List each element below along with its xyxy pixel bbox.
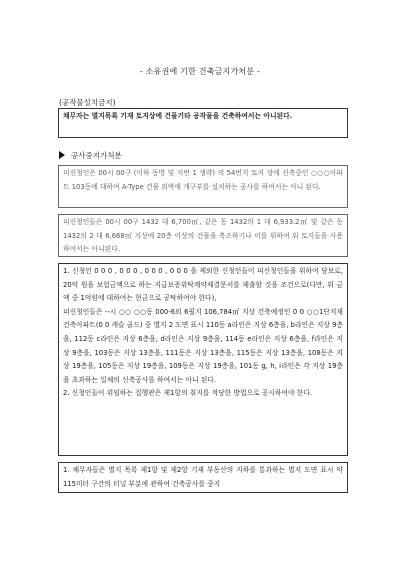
order-box-structure-ban — [58, 108, 348, 138]
section-heading-structure-ban: (공작물설치금지) — [59, 98, 116, 107]
order-text: 피신청인은 00시 00구 (이하 동명 및 지번 1 생략) 의 54번지 토지 상에 신축중인 ○○○아파트 103동에 대하여 A-Type 건물 외벽에 개구부를 설치하는 공사를 하여서는 아니 된다. — [63, 169, 343, 191]
order-box-building-ban — [58, 214, 348, 257]
order-text: 1. 채무자들은 별지 목록 제1항 및 제2항 기재 부동산의 지하를 통과하는 별지 도면 표시 약 115미터 구간의 터널 부분에 관하여 건축공사를 중지 — [63, 466, 343, 488]
order-box-apartment-ban — [58, 263, 348, 456]
order-box-opening-ban — [58, 165, 348, 208]
document-title: - 소유권에 기한 건축금지가처분 - — [139, 67, 261, 76]
order-paragraph-2: 피신청인들은 --시 ○○ ○○동 000-6외 6필지 106,784㎡ 지상 건축예정인 0 0 ○○1단지재건축아파트(0 0 캐슬 골드) 중 별지 2 도면 표시 110동 a라인은 지상 6층을, b라인은 지상 9층을, 112동 c라인은 지상 6층을, d라인은 지상 9층을, 114동 e라인은 지상 6층을, f라인은 지상 9층을, 103동은 지상 13층을, 111동은 지상 13층을, 115동은 지상 13층을, 108동은 지상 19층을, 105동은 지상 19층을, 109동은 지상 19층을, 101동 g, h, i라인은 각 지상 19층을 초과하는 일체의 신축공사를 하여서는 아니 된다. — [63, 307, 343, 384]
order-text: 채무자는 별지목록 기재 토지상에 건물기타 공작물을 건축하여서는 아니된다. — [63, 112, 293, 120]
section-heading-text: 공사중지가처분 — [71, 151, 122, 160]
triangle-bullet-icon — [59, 151, 65, 159]
order-text: 피신청인들은 00시 00구 1432 대 6,700㎡, 같은 동 1432의 1 대 6,933.2㎡ 및 같은 동 1432의 2 대 6,668㎡ 지상에 20층 이상의 건물을 축조하기나 이를 위하여 위 토지들을 사용하여서는 아니된다. — [63, 218, 343, 254]
order-box-tunnel-stop — [58, 462, 348, 493]
order-paragraph-1: 1. 신청인 0 0 0 , 0 0 0 , 0 0 0 , 0 0 0 을 제외한 신청인들이 피신청인들을 위하여 담보로, 20억 원을 보험금액으로 하는 지급보증위탁계약체결문서를 제출할 것을 조건으로(다만, 위 금액 중 1억원에 대하여는 현금으로 공탁하여야 한다), — [63, 267, 343, 303]
order-paragraph-3: 2. 신청인들이 위임하는 집행관은 제1항의 취지를 적당한 방법으로 공시하여야 한다. — [63, 389, 313, 398]
section-heading-construction-stop — [59, 150, 122, 161]
